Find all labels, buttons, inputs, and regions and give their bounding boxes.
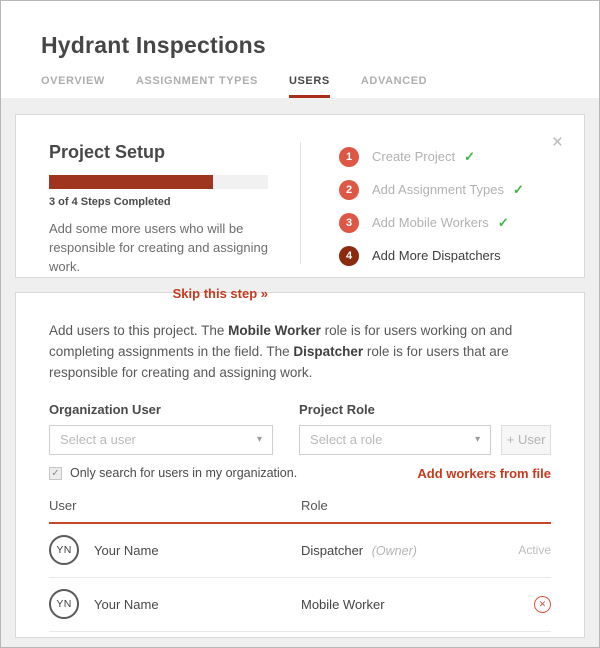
check-icon: ✓ [497, 214, 509, 230]
project-setup-panel [15, 114, 585, 301]
role-value: Mobile Worker [301, 596, 385, 612]
project-role-field [299, 402, 491, 455]
page-title: Hydrant Inspections [41, 32, 266, 58]
user-cell [49, 535, 301, 565]
tab-overview[interactable]: OVERVIEW [41, 75, 105, 87]
close-icon[interactable]: × [551, 132, 563, 153]
avatar: YN [49, 589, 79, 619]
setup-steps-list [339, 140, 524, 272]
org-only-checkbox-label: Only search for users in my organization. [70, 466, 298, 481]
add-users-panel [15, 292, 585, 638]
intro-segment: Add users to this project. The [49, 323, 229, 338]
tab-users[interactable]: USERS [289, 75, 330, 98]
form-options-row [49, 466, 551, 481]
add-user-button[interactable]: + User [501, 425, 551, 455]
project-role-label: Project Role [299, 401, 375, 417]
user-name: Your Name [94, 542, 159, 558]
intro-text [49, 321, 551, 384]
setup-divider [300, 142, 301, 264]
progress-fill [49, 175, 213, 189]
step-4-badge: 4 [339, 246, 359, 266]
avatar: YN [49, 535, 79, 565]
step-add-mobile-workers [339, 206, 524, 239]
setup-title: Project Setup [49, 142, 166, 162]
step-create-project [339, 140, 524, 173]
step-3-badge: 3 [339, 213, 359, 233]
table-row [49, 578, 551, 632]
step-3-label: Add Mobile Workers [372, 215, 489, 230]
setup-summary [16, 115, 300, 301]
tab-bar [41, 75, 427, 98]
organization-user-label: Organization User [49, 401, 161, 417]
step-2-badge: 2 [339, 180, 359, 200]
users-table [49, 498, 551, 632]
step-1-badge: 1 [339, 147, 359, 167]
status-badge: Active [518, 543, 551, 558]
check-icon: ✓ [464, 148, 475, 164]
table-row [49, 524, 551, 578]
checkbox-checked-icon[interactable]: ✓ [49, 467, 62, 480]
column-header-user: User [49, 497, 77, 513]
step-add-more-dispatchers [339, 239, 524, 272]
page-header [1, 1, 599, 98]
remove-user-icon[interactable]: ✕ [534, 596, 551, 613]
intro-segment: role is for users that are responsible for creating and assigning work. [49, 343, 509, 380]
chevron-down-icon: ▾ [475, 434, 481, 446]
org-only-checkbox-row[interactable] [49, 466, 297, 480]
intro-segment: role is for users working on and completing assignments in the field. The [49, 323, 513, 359]
project-role-placeholder: Select a role [310, 432, 383, 448]
step-2-label: Add Assignment Types [372, 182, 505, 197]
tab-advanced[interactable]: ADVANCED [360, 75, 428, 87]
organization-user-field [49, 402, 273, 455]
check-icon: ✓ [513, 181, 524, 197]
organization-user-select[interactable] [49, 425, 273, 455]
column-header-role: Role [301, 497, 328, 513]
step-add-assignment-types [339, 173, 524, 206]
progress-bar [49, 175, 268, 189]
step-4-label: Add More Dispatchers [372, 248, 501, 263]
step-1-label: Create Project [372, 149, 456, 164]
role-value: Dispatcher [301, 542, 364, 558]
tab-assignment-types[interactable]: ASSIGNMENT TYPES [135, 75, 258, 87]
users-table-header [49, 498, 551, 524]
add-user-form [49, 402, 551, 455]
skip-step-link[interactable]: Skip this step » [172, 285, 268, 301]
intro-bold-mobile-worker: Mobile Worker [228, 323, 321, 338]
setup-description: Add some more users who will be responsible for creating and assigning work. [49, 221, 268, 274]
role-owner-suffix: (Owner) [371, 543, 417, 558]
chevron-down-icon: ▾ [257, 434, 263, 446]
intro-bold-dispatcher: Dispatcher [293, 343, 364, 359]
user-cell [49, 589, 301, 619]
role-cell [301, 543, 518, 558]
progress-caption: 3 of 4 Steps Completed [49, 196, 171, 208]
add-workers-from-file-link[interactable]: Add workers from file [417, 465, 551, 481]
organization-user-placeholder: Select a user [60, 432, 136, 448]
user-name: Your Name [94, 596, 159, 612]
project-role-select[interactable] [299, 425, 491, 455]
role-cell [301, 597, 534, 612]
